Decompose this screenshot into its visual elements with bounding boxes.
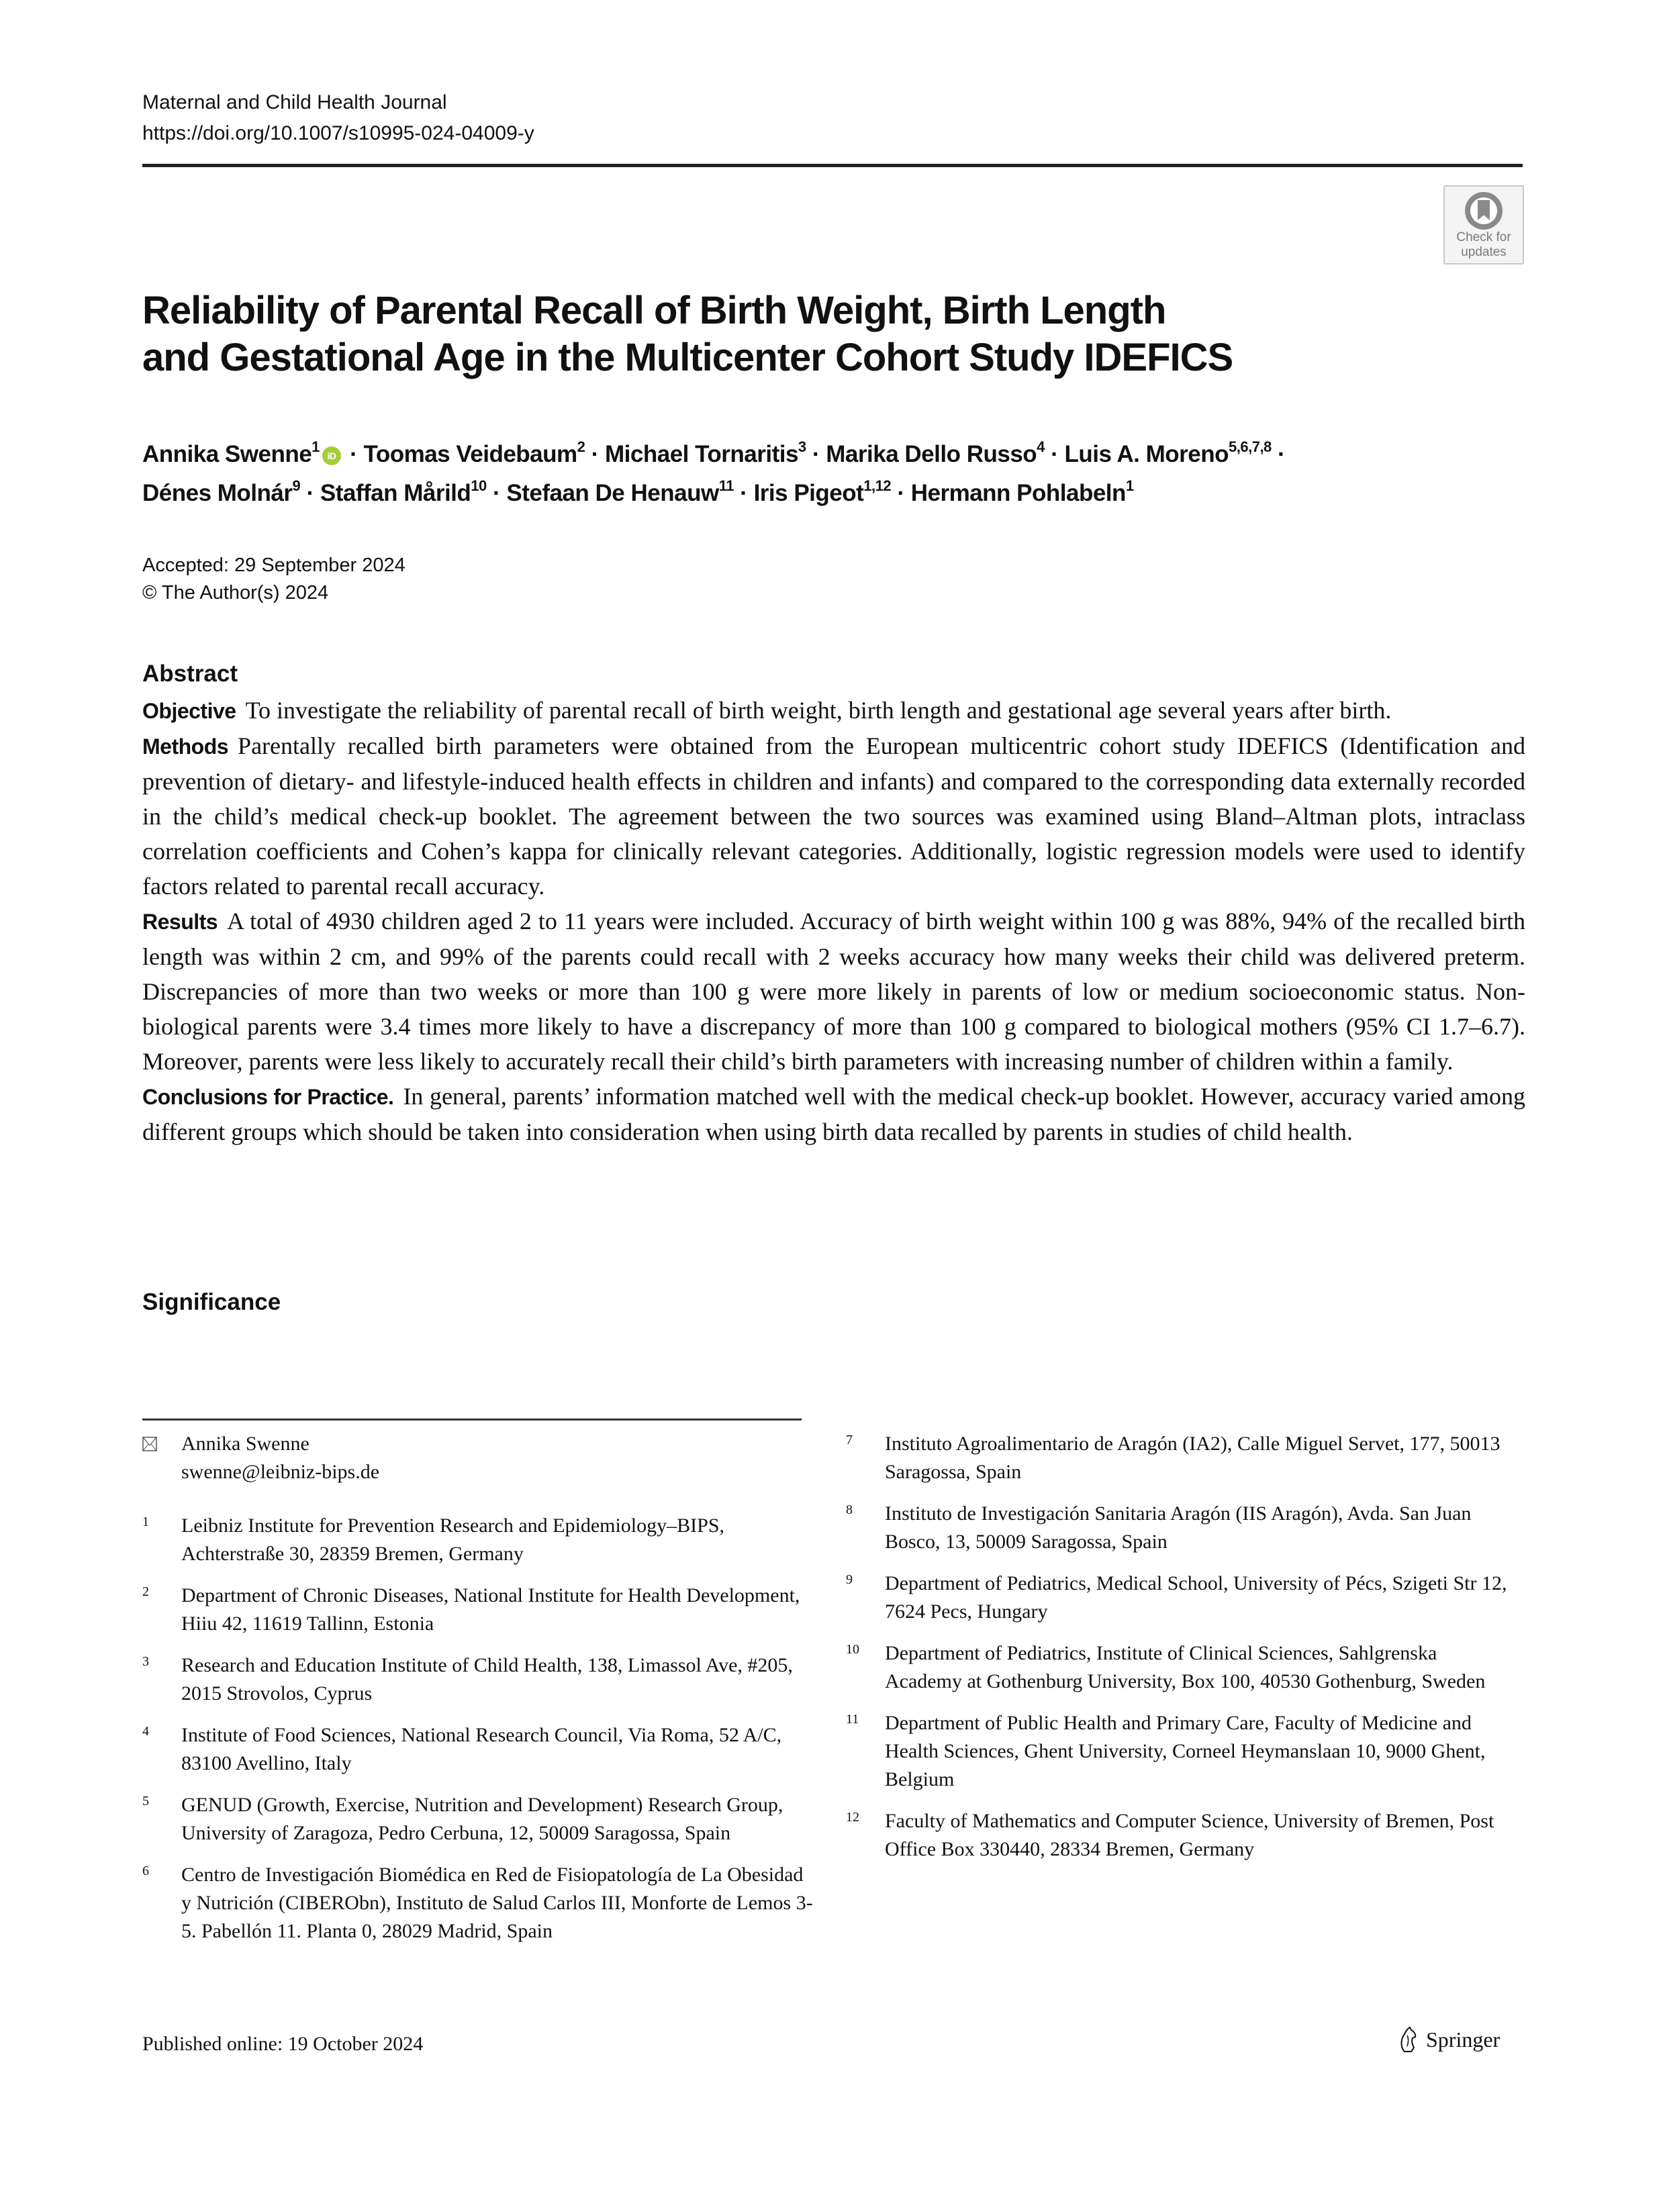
author-affiliation: 3	[798, 438, 806, 456]
author-affiliation: 1,12	[863, 477, 892, 495]
conclusions-text: In general, parents’ information matched well with the medical check-up booklet. However, accuracy varied among different groups which should be taken into consideration when using birth data recalled by parents in studies of child health.	[142, 1083, 1526, 1145]
published-online: Published online: 19 October 2024	[142, 2033, 424, 2055]
author-name: Marika Dello Russo	[826, 441, 1037, 467]
author-name: Toomas Veidebaum	[363, 441, 577, 467]
affiliation-number: 9	[846, 1572, 853, 1587]
author-affiliation: 1	[1125, 477, 1134, 495]
check-for-updates-button[interactable]	[1443, 185, 1524, 265]
abstract-results	[142, 904, 1525, 1079]
author-separator: ·	[1044, 441, 1065, 467]
title-line-2: and Gestational Age in the Multicenter Cohort Study IDEFICS	[142, 336, 1233, 379]
bookmark-icon	[1465, 192, 1503, 230]
results-label: Results	[142, 910, 218, 934]
author-affiliation: 5,6,7,8	[1229, 438, 1272, 456]
affiliation-text: Leibniz Institute for Prevention Research and Epidemiology–BIPS, Achterstraße 30, 28359 Bremen, Germany	[181, 1514, 725, 1565]
author-name: Dénes Molnár	[142, 480, 293, 506]
abstract-section	[142, 658, 1525, 1149]
correspondence	[142, 1430, 814, 1486]
author-affiliation: 2	[577, 438, 585, 456]
affiliation-text: Instituto Agroalimentario de Aragón (IA2), Calle Miguel Servet, 177, 50013 Saragossa, Spain	[885, 1433, 1501, 1483]
affiliation	[846, 1639, 1517, 1696]
author-separator: ·	[300, 480, 320, 506]
affiliation-text: Research and Education Institute of Child Health, 138, Limassol Ave, #205, 2015 Strovolos, Cyprus	[181, 1654, 793, 1704]
title-line-1: Reliability of Parental Recall of Birth Weight, Birth Length	[142, 289, 1166, 332]
affiliation-text: Department of Chronic Diseases, National Institute for Health Development, Hiiu 42, 11619 Tallinn, Estonia	[181, 1584, 800, 1635]
abstract-heading: Abstract	[142, 661, 238, 687]
author-name: Iris Pigeot	[753, 480, 864, 506]
author-list	[142, 435, 1525, 513]
affiliation	[142, 1861, 814, 1945]
author-separator: ·	[1271, 441, 1286, 467]
author-name: Staffan Mårild	[320, 480, 471, 506]
author-separator: ·	[486, 480, 507, 506]
abstract-objective	[142, 693, 1525, 728]
author-name: Stefaan De Henauw	[506, 480, 719, 506]
significance-heading: Significance	[142, 1289, 281, 1315]
affiliation-number: 3	[142, 1654, 149, 1669]
affiliation	[846, 1430, 1517, 1486]
affiliation-text: GENUD (Growth, Exercise, Nutrition and Development) Research Group, University of Zaragoza, Pedro Cerbuna, 12, 50009 Saragossa, Spain	[181, 1794, 783, 1844]
author-separator: ·	[891, 480, 911, 506]
affiliation	[846, 1570, 1517, 1626]
journal-header	[142, 87, 534, 149]
author-name: Hermann Pohlabeln	[910, 480, 1126, 506]
abstract-methods	[142, 728, 1525, 904]
affiliation	[846, 1807, 1517, 1864]
affiliation-number: 10	[846, 1642, 859, 1657]
affiliation-text: Institute of Food Sciences, National Research Council, Via Roma, 52 A/C, 83100 Avellino, Italy	[181, 1724, 782, 1774]
affiliation	[846, 1709, 1517, 1794]
article-dates	[142, 552, 406, 607]
author-affiliation: 4	[1037, 438, 1045, 456]
author-name: Annika Swenne	[142, 441, 312, 467]
affiliation-number: 7	[846, 1433, 853, 1447]
affiliation	[142, 1791, 814, 1847]
affiliation-number: 8	[846, 1502, 853, 1517]
affiliation-text: Instituto de Investigación Sanitaria Aragón (IIS Aragón), Avda. San Juan Bosco, 13, 50009 Saragossa, Spain	[885, 1502, 1472, 1553]
author-affiliation: 10	[471, 477, 487, 495]
affiliation-number: 1	[142, 1514, 149, 1529]
affiliation-text: Faculty of Mathematics and Computer Science, University of Bremen, Post Office Box 330440, 28334 Bremen, Germany	[885, 1810, 1494, 1860]
objective-label: Objective	[142, 699, 236, 723]
affiliation-number: 6	[142, 1864, 149, 1878]
author-line-2	[142, 474, 1525, 513]
affiliations-left-column	[142, 1430, 814, 1959]
correspondence-email[interactable]: swenne@leibniz-bips.de	[181, 1461, 380, 1483]
check-updates-label-2: updates	[1461, 245, 1507, 259]
header-rule	[142, 164, 1523, 167]
author-name: Michael Tornaritis	[605, 441, 798, 467]
footnote-rule	[142, 1418, 802, 1421]
affiliation-number: 11	[846, 1712, 859, 1727]
article-title	[142, 287, 1418, 381]
affiliations-right-column	[846, 1430, 1517, 1877]
affiliation-text: Department of Pediatrics, Institute of Clinical Sciences, Sahlgrenska Academy at Gothenburg University, Box 100, 40530 Gothenburg, Sweden	[885, 1642, 1486, 1692]
envelope-icon	[142, 1437, 157, 1451]
copyright: © The Author(s) 2024	[142, 582, 329, 604]
results-text: A total of 4930 children aged 2 to 11 years were included. Accuracy of birth weight within 100 g was 88%, 94% of the recalled birth length was within 2 cm, and 99% of the parents could recall with 2 weeks accuracy how many weeks their child was delivered preterm. Discrepancies of more than two weeks or more than 100 g were more likely in parents of low or medium socioeconomic status. Non-biological parents were 3.4 times more likely to have a discrepancy of more than 100 g compared to biological mothers (95% CI 1.7–6.7). Moreover, parents were less likely to accurately recall their child’s birth parameters with increasing number of children within a family.	[142, 908, 1525, 1075]
accepted-date: Accepted: 29 September 2024	[142, 555, 406, 576]
affiliation-text: Department of Pediatrics, Medical School, University of Pécs, Szigeti Str 12, 7624 Pecs, Hungary	[885, 1572, 1507, 1623]
objective-text: To investigate the reliability of parental recall of birth weight, birth length and gestational age several years after birth.	[245, 697, 1392, 724]
affiliation-number: 5	[142, 1794, 149, 1809]
journal-name: Maternal and Child Health Journal	[142, 91, 447, 113]
author-line-1	[142, 435, 1525, 474]
author-name: Luis A. Moreno	[1064, 441, 1229, 467]
publisher-logo	[1398, 2026, 1500, 2053]
affiliation	[846, 1500, 1517, 1556]
affiliation-number: 2	[142, 1584, 149, 1599]
affiliation-text: Centro de Investigación Biomédica en Red de Fisiopatología de La Obesidad y Nutrición (CIBERObn), Instituto de Salud Carlos III, Monforte de Lemos 3-5. Pabellón 11. Planta 0, 28029 Madrid, Spain	[181, 1864, 813, 1942]
affiliation	[142, 1512, 814, 1568]
affiliation	[142, 1651, 814, 1708]
methods-label: Methods	[142, 734, 229, 759]
methods-text: Parentally recalled birth parameters were obtained from the European multicentric cohort study IDEFICS (Identification and prevention of dietary- and lifestyle-induced health effects in children and infants) and compared to the corresponding data externally recorded in the child’s medical check-up booklet. The agreement between the two sources was examined using Bland–Altman plots, intraclass correlation coefficients and Cohen’s kappa for clinically relevant categories. Additionally, logistic regression models were used to identify factors related to parental recall accuracy.	[142, 732, 1525, 900]
check-updates-label-1: Check for	[1456, 230, 1511, 244]
author-separator: ·	[585, 441, 605, 467]
author-affiliation: 11	[718, 477, 734, 495]
springer-horse-icon	[1398, 2026, 1419, 2053]
author-separator: ·	[806, 441, 826, 467]
affiliation-number: 4	[142, 1724, 149, 1739]
publisher-name: Springer	[1426, 2027, 1501, 2052]
author-separator: ·	[343, 441, 364, 467]
affiliation	[142, 1721, 814, 1778]
author-affiliation: 9	[292, 477, 301, 495]
orcid-icon[interactable]: iD	[322, 446, 341, 465]
abstract-conclusions	[142, 1079, 1525, 1149]
conclusions-label: Conclusions for Practice.	[142, 1085, 394, 1109]
affiliation	[142, 1582, 814, 1638]
author-separator: ·	[733, 480, 754, 506]
correspondence-name: Annika Swenne	[181, 1433, 310, 1455]
doi-link[interactable]: https://doi.org/10.1007/s10995-024-04009-y	[142, 122, 534, 144]
affiliation-number: 12	[846, 1810, 859, 1825]
affiliation-text: Department of Public Health and Primary Care, Faculty of Medicine and Health Sciences, Ghent University, Corneel Heymanslaan 10, 9000 Ghent, Belgium	[885, 1712, 1486, 1790]
author-affiliation: 1	[312, 438, 320, 456]
